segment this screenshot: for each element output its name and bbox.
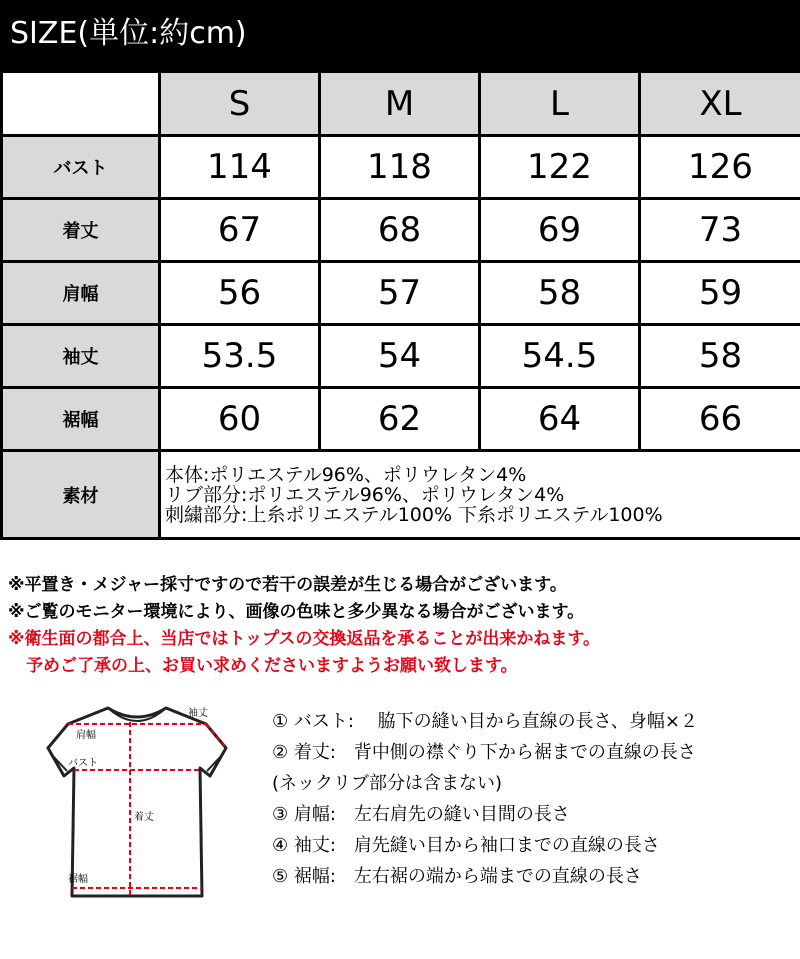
row-label-shoulder: 肩幅 — [2, 262, 160, 325]
size-title: SIZE(単位:約cm) — [10, 16, 247, 51]
table-cell: 54 — [320, 325, 480, 388]
material-line-body: 本体:ポリエステル96%、ポリウレタン4% — [165, 463, 527, 486]
row-label-material: 素材 — [2, 451, 160, 539]
material-cell — [160, 451, 800, 539]
tshirt-outline — [48, 708, 226, 896]
table-cell: 66 — [640, 388, 800, 451]
table-cell: 59 — [640, 262, 800, 325]
legend-hem: ⑤ 裾幅: 左右裾の端から端までの直線の長さ — [272, 866, 642, 887]
shoulder-label: 肩幅 — [76, 730, 96, 741]
table-cell: 64 — [480, 388, 640, 451]
size-s-header: S — [160, 72, 320, 136]
length-label: 着丈 — [134, 812, 154, 823]
table-row — [2, 388, 800, 451]
material-row — [2, 451, 800, 539]
legend-length-note: (ネックリブ部分は含まない) — [272, 773, 503, 794]
table-cell: 53.5 — [160, 325, 320, 388]
table-cell: 54.5 — [480, 325, 640, 388]
row-label-hem: 裾幅 — [2, 388, 160, 451]
note-no-returns: ※衛生面の都合上、当店ではトップスの交換返品を承ることが出来かねます。 — [8, 629, 600, 649]
material-line-rib: リブ部分:ポリエステル96%、ポリウレタン4% — [165, 483, 565, 506]
table-row — [2, 199, 800, 262]
table-cell: 67 — [160, 199, 320, 262]
table-row — [2, 136, 800, 199]
corner-cell — [2, 72, 160, 136]
table-row — [2, 325, 800, 388]
table-cell: 122 — [480, 136, 640, 199]
row-label-length: 着丈 — [2, 199, 160, 262]
size-l-header: L — [480, 72, 640, 136]
notes — [8, 572, 798, 680]
title-bar — [0, 0, 800, 70]
table-row — [2, 262, 800, 325]
size-xl-header: XL — [640, 72, 800, 136]
measurement-legend — [272, 706, 792, 892]
sleeve-label: 袖丈 — [188, 708, 208, 719]
table-cell: 69 — [480, 199, 640, 262]
legend-bust: ① バスト: 脇下の縫い目から直線の長さ、身幅×２ — [272, 711, 699, 732]
note-measurement: ※平置き・メジャー採寸ですので若干の誤差が生じる場合がございます。 — [8, 575, 567, 595]
table-cell: 60 — [160, 388, 320, 451]
table-cell: 68 — [320, 199, 480, 262]
row-label-sleeve: 袖丈 — [2, 325, 160, 388]
table-cell: 57 — [320, 262, 480, 325]
note-acknowledge: 予めご了承の上、お買い求めくださいますようお願い致します。 — [26, 656, 518, 676]
size-header-row — [2, 72, 800, 136]
table-cell: 62 — [320, 388, 480, 451]
table-cell: 126 — [640, 136, 800, 199]
legend-length: ② 着丈: 背中側の襟ぐり下から裾までの直線の長さ — [272, 742, 696, 763]
bust-label: バスト — [68, 758, 98, 769]
row-label-bust: バスト — [2, 136, 160, 199]
hem-label: 裾幅 — [68, 874, 88, 885]
table-cell: 56 — [160, 262, 320, 325]
legend-shoulder: ③ 肩幅: 左右肩先の縫い目間の長さ — [272, 804, 570, 825]
tshirt-diagram — [22, 700, 252, 900]
size-m-header: M — [320, 72, 480, 136]
legend-sleeve: ④ 袖丈: 肩先縫い目から袖口までの直線の長さ — [272, 835, 660, 856]
table-cell: 114 — [160, 136, 320, 199]
material-line-embroidery: 刺繍部分:上糸ポリエステル100% 下糸ポリエステル100% — [165, 503, 663, 526]
size-table — [0, 70, 800, 540]
table-cell: 58 — [640, 325, 800, 388]
table-cell: 118 — [320, 136, 480, 199]
note-monitor: ※ご覧のモニター環境により、画像の色味と多少異なる場合がございます。 — [8, 602, 585, 622]
table-cell: 58 — [480, 262, 640, 325]
table-cell: 73 — [640, 199, 800, 262]
